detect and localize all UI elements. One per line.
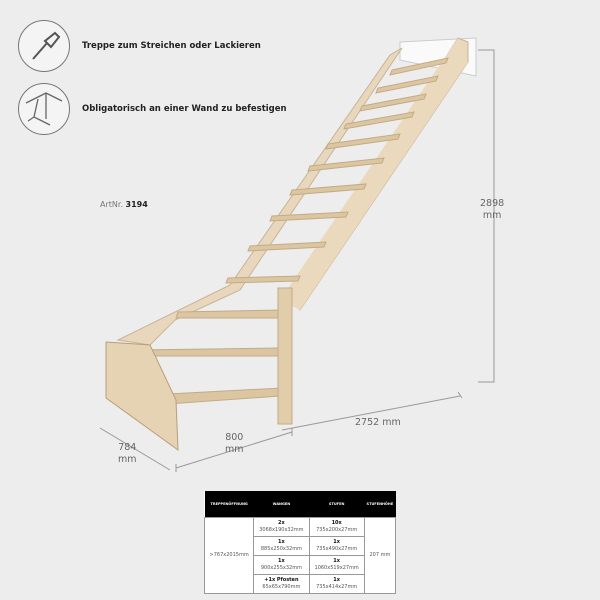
article-number: ArtNr. 3194	[100, 200, 148, 209]
header-stringers: WANGEN	[254, 491, 309, 517]
step-height-value: 207 mm	[364, 517, 395, 593]
stringer-cell: 2x 3068x190x32mm	[254, 517, 309, 536]
specs-table	[204, 491, 396, 594]
width-dimension: 800 mm	[225, 432, 244, 455]
length-dimension: 2752 mm	[355, 417, 401, 428]
post	[278, 288, 292, 424]
lower-stringer	[106, 342, 178, 450]
step-cell: 1x 735x414x27mm	[309, 574, 364, 593]
header-opening: TREPPENÖFFNUNG	[205, 491, 254, 517]
feature-text: Treppe zum Streichen oder Lackieren	[82, 41, 261, 51]
height-dimension: 2898 mm	[480, 198, 505, 221]
opening-value: >767x2015mm	[205, 517, 254, 593]
step-cell: 10x 735x200x27mm	[309, 517, 364, 536]
step-cell: 1x 735x490x27mm	[309, 536, 364, 555]
header-step-height: STUFENHÖHE	[364, 491, 395, 517]
stringer-cell: +1x Pfosten 65x65x790mm	[254, 574, 309, 593]
stringer-cell: 1x 900x255x32mm	[254, 555, 309, 574]
feature-text: Obligatorisch an einer Wand zu befestigen	[82, 104, 287, 114]
step-cell: 1x 1060x519x27mm	[309, 555, 364, 574]
header-steps: STUFEN	[309, 491, 364, 517]
depth-dimension: 784 mm	[118, 442, 137, 465]
stringer-cell: 1x 885x250x32mm	[254, 536, 309, 555]
